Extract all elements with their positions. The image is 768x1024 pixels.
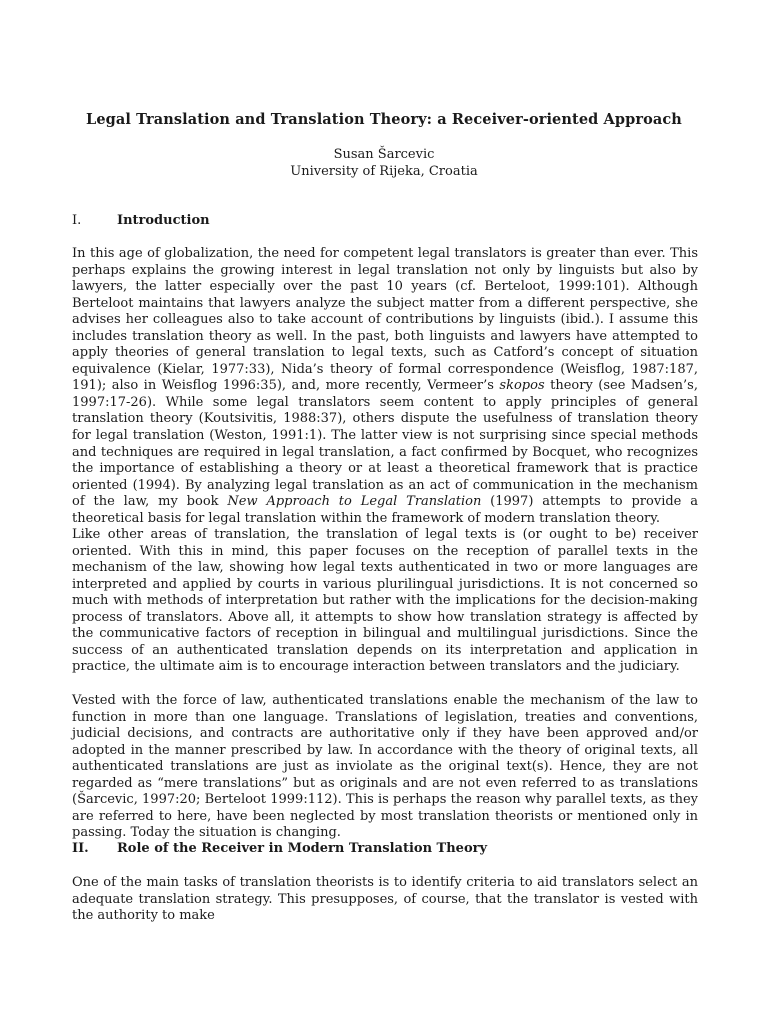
book-title: New Approach to Legal Translation <box>227 494 482 510</box>
text-run: theory (see Madsen’s, 1997:17-26). While some legal translators seem content to apply principles of general translation theory (Koutsivitis, 1988:37), others dispute the usefulness of translation theory for legal translation (Weston, 1991:1). The latter view is not surprising since special methods and techniques are required in legal translation, a fact confirmed by Bocquet, who recognizes the importance of establishing a theory or at least a theoretical framework that is practice oriented (1994). By analyzing legal translation as an act of communication in the mechanism of the law, my book <box>72 378 698 510</box>
text-run: In this age of globalization, the need for competent legal translators is greater than ever. This perhaps explains the growing interest in legal translation not only by linguists but also by lawyers, the latter especially over the past 10 years (cf. Berteloot, 1999:101). Although Berteloot maintains that lawyers analyze the subject matter from a different perspective, she advises her colleagues also to take account of contributions by linguists (ibid.). I assume this includes translation theory as well. In the past, both linguists and lawyers have attempted to apply theories of general translation to legal texts, such as Catford’s concept of situation equivalence (Kielar, 1977:33), Nida’s theory of formal correspondence (Weisflog, 1987:187, 191); also in Weisflog 1996:35), and, more recently, Vermeer’s <box>72 246 698 394</box>
section-title: Role of the Receiver in Modern Translation Theory <box>117 841 488 856</box>
author-block <box>0 146 768 180</box>
section-number: I. <box>72 213 82 228</box>
section-number: II. <box>72 841 89 856</box>
italic-term: skopos <box>499 378 545 394</box>
paragraph-intro-1 <box>72 246 698 527</box>
section-heading-introduction <box>72 213 210 228</box>
section-title: Introduction <box>117 213 210 228</box>
paper-title: Legal Translation and Translation Theory: a Receiver-oriented Approach <box>86 111 682 128</box>
paragraph-role-1: One of the main tasks of translation theorists is to identify criteria to aid translators select an adequate translation strategy. This presupposes, of course, that the translator is vested with the authority to make <box>72 875 698 924</box>
author-name: Susan Šarcevic <box>333 147 435 162</box>
paragraph-intro-3: Vested with the force of law, authenticated translations enable the mechanism of the law to function in more than one language. Translations of legislation, treaties and conventions, judicial decisions, and contracts are authoritative only if they have been approved and/or adopted in the manner prescribed by law. In accordance with the theory of original texts, all authenticated translations are just as inviolate as the original text(s). Hence, they are not regarded as “mere translations” but as originals and are not even referred to as translations (Šarcevic, 1997:20; Berteloot 1999:112). This is perhaps the reason why parallel texts, as they are referred to here, have been neglected by most translation theorists or mentioned only in passing. Today the situation is changing. <box>72 693 698 841</box>
section-heading-role-of-receiver <box>72 841 487 856</box>
author-affiliation: University of Rijeka, Croatia <box>290 164 478 179</box>
text-run: (1997) attempts to provide a theoretical basis for legal translation within the framework of modern translation theory. <box>72 494 698 526</box>
paragraph-intro-2: Like other areas of translation, the translation of legal texts is (or ought to be) receiver oriented. With this in mind, this paper focuses on the reception of parallel texts in the mechanism of the law, showing how legal texts authenticated in two or more languages are interpreted and applied by courts in various plurilingual jurisdictions. It is not concerned so much with methods of interpretation but rather with the implications for the decision-making process of translators. Above all, it attempts to show how translation strategy is affected by the communicative factors of reception in bilingual and multilingual jurisdictions. Since the success of an authenticated translation depends on its interpretation and application in practice, the ultimate aim is to encourage interaction between translators and the judiciary. <box>72 527 698 675</box>
